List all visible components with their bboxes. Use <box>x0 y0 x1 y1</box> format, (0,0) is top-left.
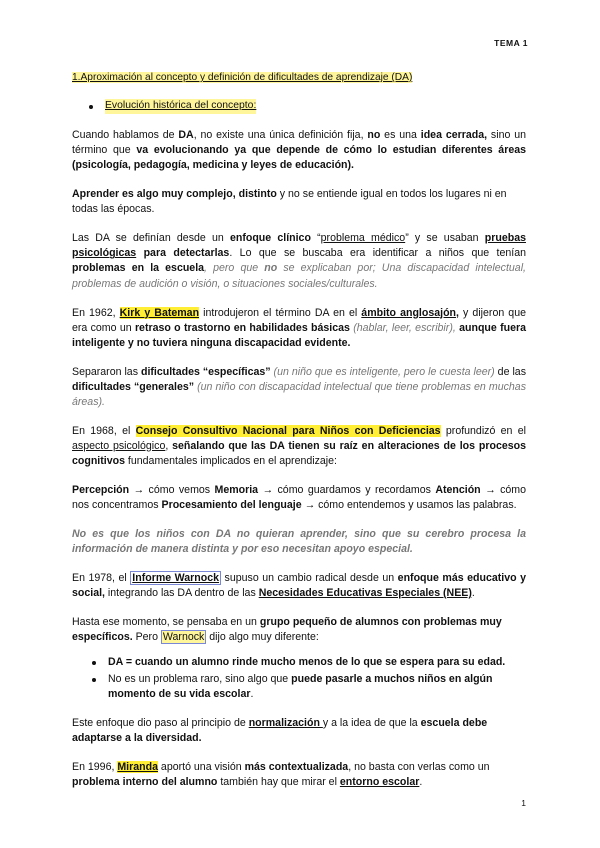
list-item: DA = cuando un alumno rinde mucho menos de lo que se espera para su edad. <box>108 655 526 670</box>
paragraph-5: Separaron las dificultades “específicas” (un niño que es inteligente, pero le cuesta leer) de las dificultades “generales” (un niño con discapacidad intelectual que tiene problemas en muchas áreas). <box>72 365 526 408</box>
header-tag: TEMA 1 <box>494 38 528 48</box>
paragraph-9: En 1978, el Informe Warnock supuso un cambio radical desde un enfoque más educativo y social, integrando las DA dentro de las Necesidades Educativas Especiales (NEE). <box>72 571 526 599</box>
definition-list <box>72 655 526 702</box>
paragraph-7: Percepción → cómo vemos Memoria → cómo guardamos y recordamos Atención → cómo nos concentramos Procesamiento del lenguaje → cómo entendemos y usamos las palabras. <box>72 483 526 511</box>
section-title: 1.Aproximación al concepto y definición de dificultades de aprendizaje (DA) <box>72 72 413 83</box>
paragraph-8: No es que los niños con DA no quieran aprender, sino que su cerebro procesa la información de manera distinta y por eso necesitan apoyo especial. <box>72 527 526 555</box>
paragraph-4: En 1962, Kirk y Bateman introdujeron el término DA en el ámbito anglosajón, y dijeron que era como un retraso o trastorno en habilidades básicas (hablar, leer, escribir), aunque fuera inteligente y no tuviera ninguna discapacidad evidente. <box>72 306 526 349</box>
paragraph-6: En 1968, el Consejo Consultivo Nacional para Niños con Deficiencias profundizó en el aspecto psicológico, señalando que las DA tienen su raíz en alteraciones de los procesos cognitivos fundamentales implicados en el aprendizaje: <box>72 424 526 467</box>
paragraph-10: Hasta ese momento, se pensaba en un grupo pequeño de alumnos con problemas muy específicos. Pero Warnock dijo algo muy diferente: <box>72 616 502 644</box>
subsection-heading <box>89 99 526 114</box>
document-body <box>72 70 526 790</box>
list-item: No es un problema raro, sino algo que puede pasarle a muchos niños en algún momento de su vida escolar. <box>108 672 526 702</box>
paragraph-11: Este enfoque dio paso al principio de normalización y a la idea de que la escuela debe adaptarse a la diversidad. <box>72 717 488 745</box>
page-number: 1 <box>521 798 526 808</box>
paragraph-1: Cuando hablamos de DA, no existe una única definición fija, no es una idea cerrada, sino un término que va evolucionando ya que depende de cómo lo estudian diferentes áreas (psicología, pedagogía, medicina y leyes de educación). <box>72 129 527 172</box>
subsection-label: Evolución histórica del concepto: <box>105 99 256 114</box>
bullet-icon <box>89 105 93 109</box>
paragraph-12: En 1996, Miranda aportó una visión más contextualizada, no basta con verlas como un problema interno del alumno también hay que mirar el entorno escolar. <box>72 761 490 789</box>
paragraph-2: Aprender es algo muy complejo, distinto y no se entiende igual en todos los lugares ni en todas las épocas. <box>72 188 507 216</box>
paragraph-3: Las DA se definían desde un enfoque clínico “problema médico” y se usaban pruebas psicológicas para detectarlas. Lo que se buscaba era identificar a niños que tenían problemas en la escuela, pero que no se explicaban por; Una discapacidad intelectual, problemas de audición o visión, o situaciones sociales/culturales. <box>72 232 526 290</box>
